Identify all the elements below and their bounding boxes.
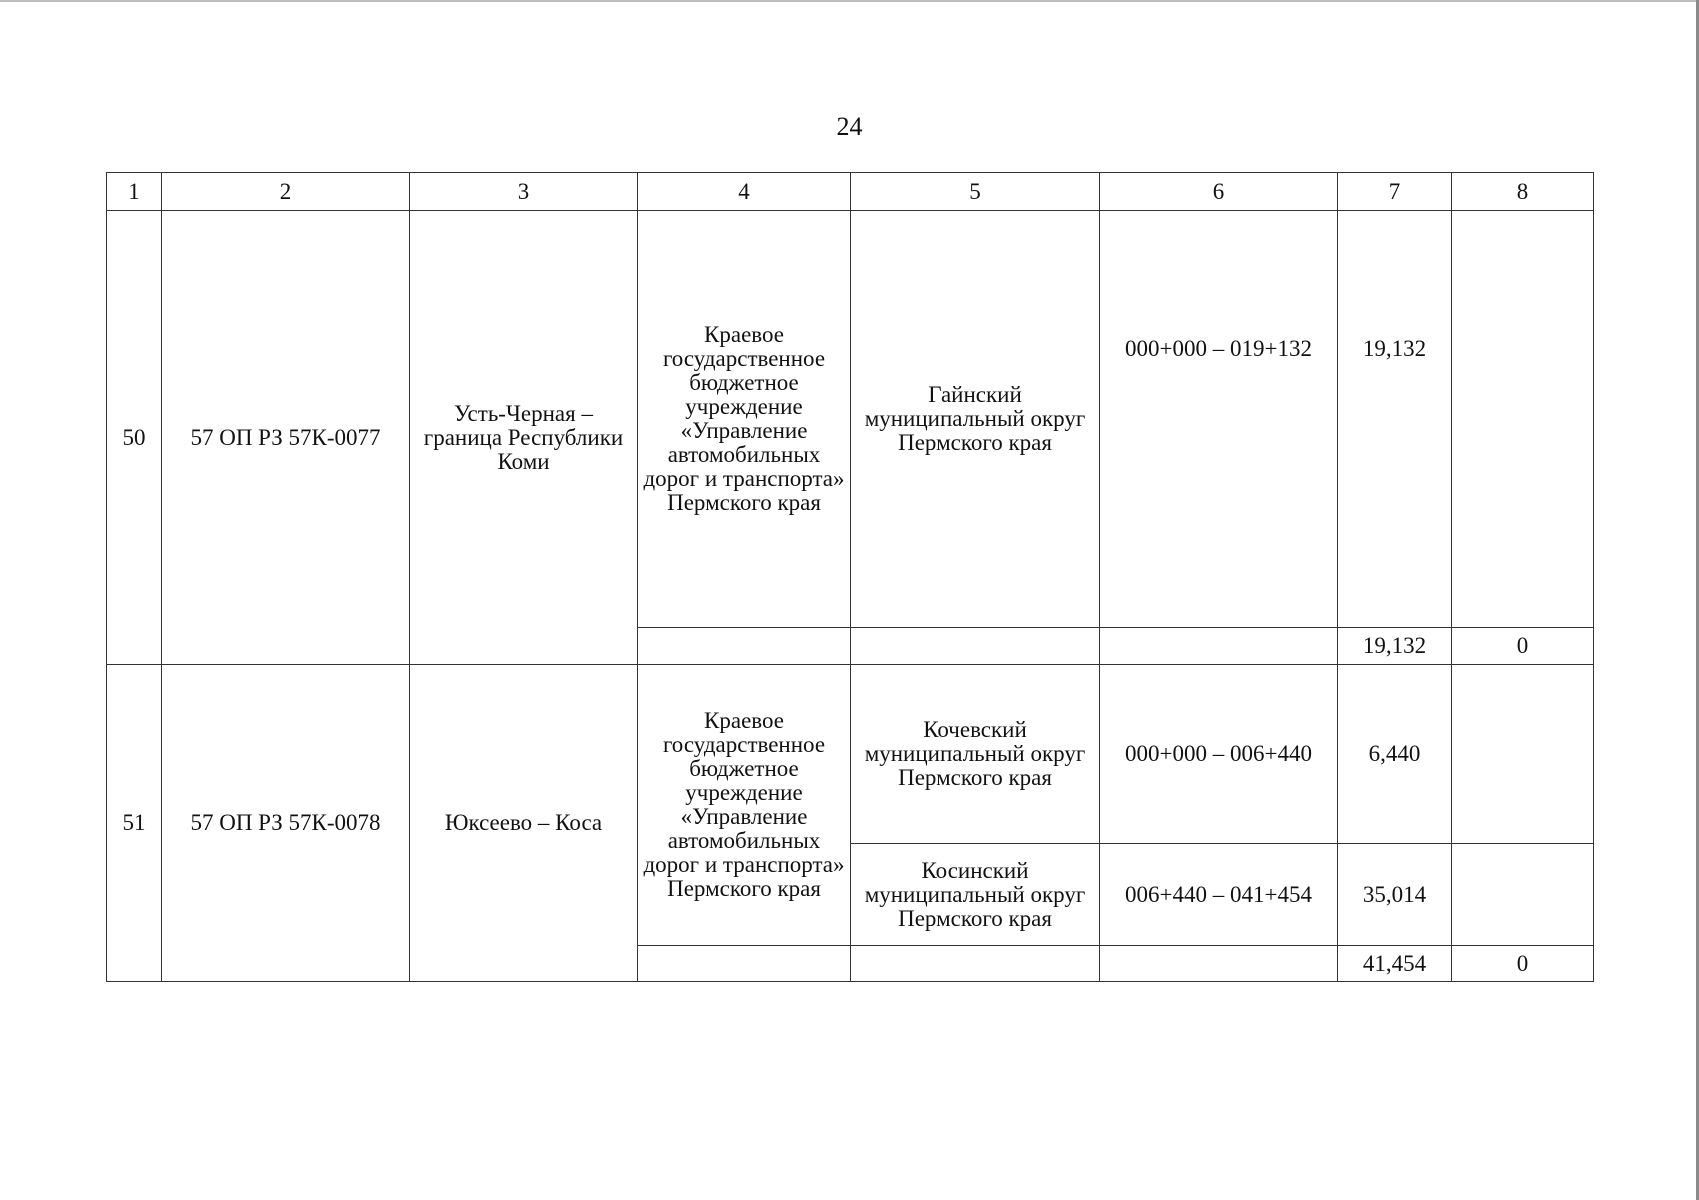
row-number: 50 bbox=[107, 211, 162, 665]
total-empty bbox=[851, 946, 1100, 982]
table-header-row bbox=[107, 173, 1594, 211]
total-length: 41,454 bbox=[1338, 946, 1452, 982]
segment-col8 bbox=[1452, 844, 1594, 946]
road-owner: Краевое государственное бюджетное учреждение «Управление автомобильных дорог и транспорта» Пермского края bbox=[638, 665, 851, 946]
total-col8: 0 bbox=[1452, 946, 1594, 982]
total-empty bbox=[1100, 628, 1338, 665]
scan-edge-top bbox=[0, 0, 1699, 2]
header-cell: 4 bbox=[638, 173, 851, 211]
segment-range: 000+000 – 006+440 bbox=[1100, 665, 1338, 844]
segment-district: Кочевский муниципальный округ Пермского края bbox=[851, 665, 1100, 844]
total-empty bbox=[851, 628, 1100, 665]
segment-length: 35,014 bbox=[1338, 844, 1452, 946]
table-row bbox=[107, 211, 1594, 628]
road-name: Усть-Черная – граница Республики Коми bbox=[410, 211, 638, 665]
roads-table bbox=[106, 172, 1594, 982]
header-cell: 8 bbox=[1452, 173, 1594, 211]
header-cell: 7 bbox=[1338, 173, 1452, 211]
road-code: 57 ОП РЗ 57К-0078 bbox=[162, 665, 410, 982]
total-empty bbox=[1100, 946, 1338, 982]
row-number: 51 bbox=[107, 665, 162, 982]
total-col8: 0 bbox=[1452, 628, 1594, 665]
header-cell: 2 bbox=[162, 173, 410, 211]
total-empty bbox=[638, 946, 851, 982]
header-cell: 5 bbox=[851, 173, 1100, 211]
road-owner: Краевое государственное бюджетное учреждение «Управление автомобильных дорог и транспорта» Пермского края bbox=[638, 211, 851, 628]
road-name: Юксеево – Коса bbox=[410, 665, 638, 982]
segment-range: 000+000 – 019+132 bbox=[1100, 211, 1338, 628]
road-code: 57 ОП РЗ 57К-0077 bbox=[162, 211, 410, 665]
segment-district: Косинский муниципальный округ Пермского края bbox=[851, 844, 1100, 946]
segment-length: 6,440 bbox=[1338, 665, 1452, 844]
header-cell: 6 bbox=[1100, 173, 1338, 211]
header-cell: 1 bbox=[107, 173, 162, 211]
header-cell: 3 bbox=[410, 173, 638, 211]
page-number: 24 bbox=[836, 112, 863, 141]
segment-length: 19,132 bbox=[1338, 211, 1452, 628]
segment-col8 bbox=[1452, 211, 1594, 628]
total-empty bbox=[638, 628, 851, 665]
segment-col8 bbox=[1452, 665, 1594, 844]
segment-range: 006+440 – 041+454 bbox=[1100, 844, 1338, 946]
table-row bbox=[107, 665, 1594, 844]
total-length: 19,132 bbox=[1338, 628, 1452, 665]
segment-district: Гайнский муниципальный округ Пермского края bbox=[851, 211, 1100, 628]
